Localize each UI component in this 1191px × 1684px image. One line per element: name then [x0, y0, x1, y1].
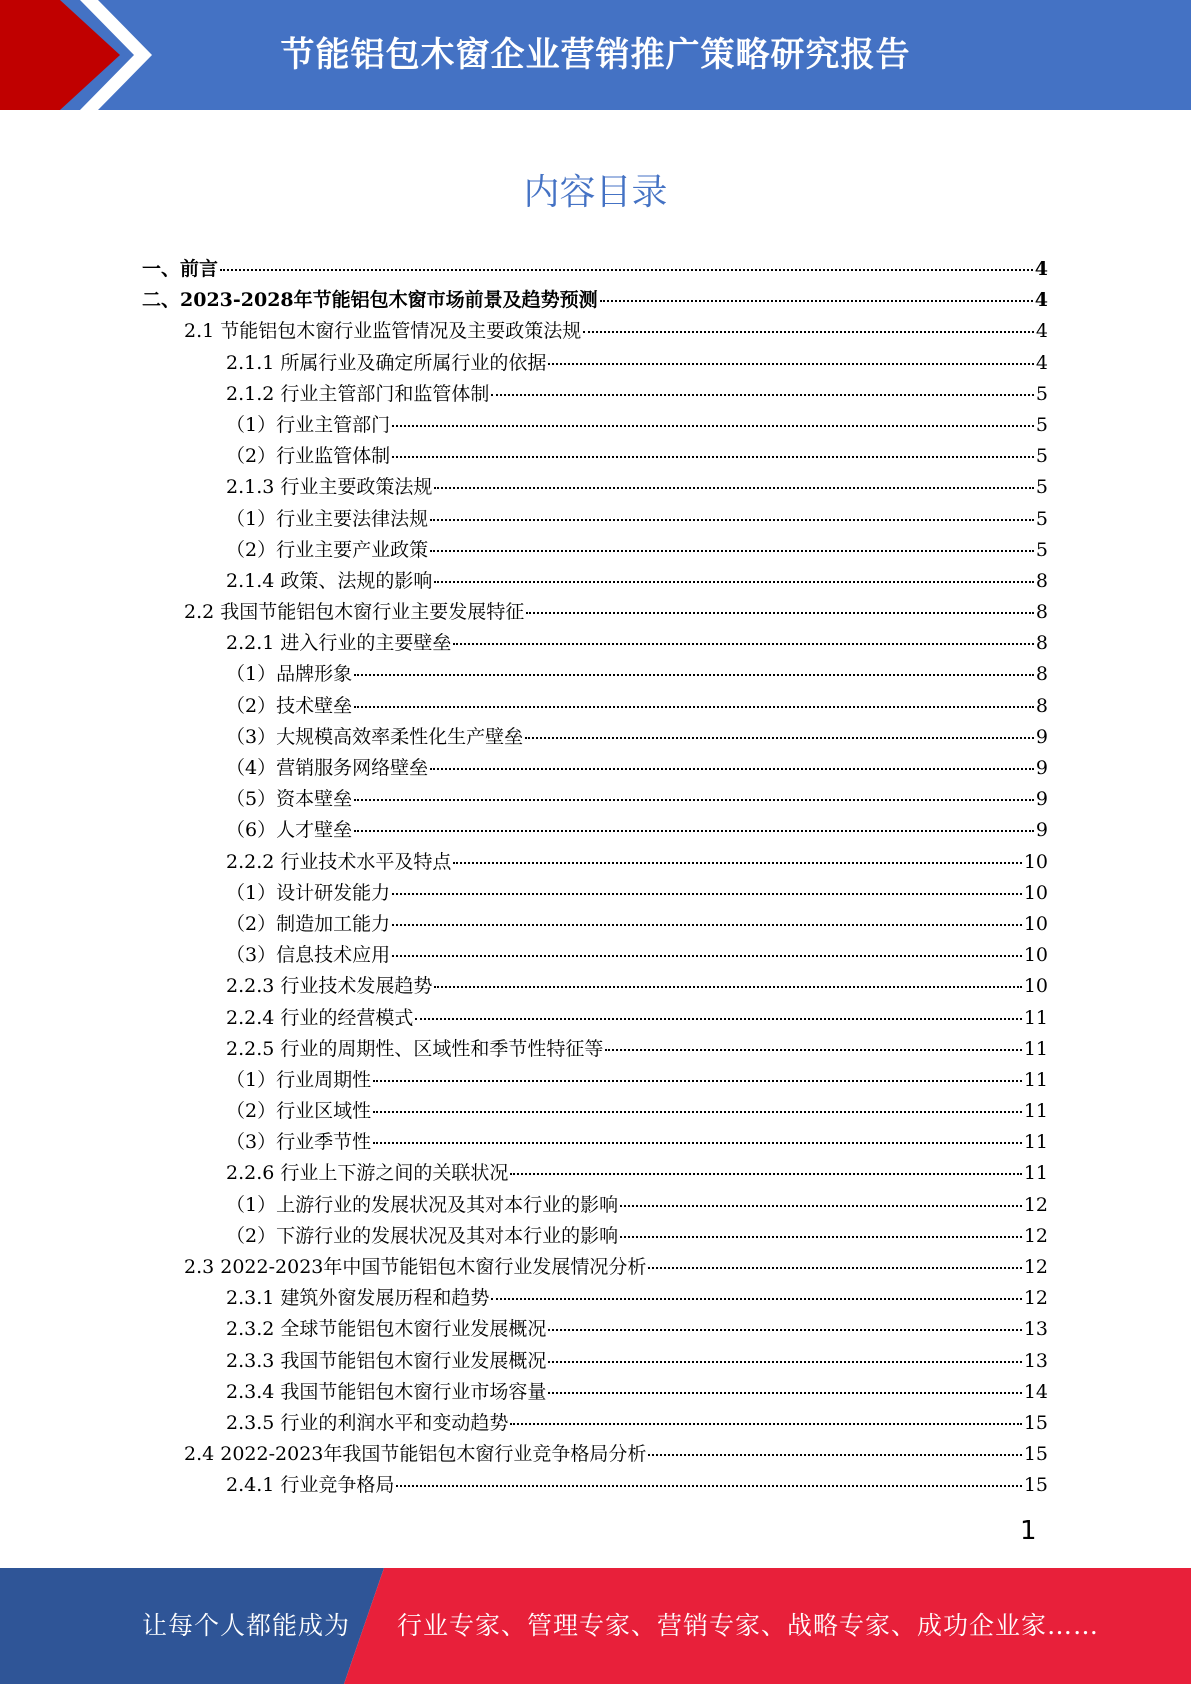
toc-entry-text: （3）行业季节性 — [226, 1131, 372, 1154]
toc-entry-text: 2.2.4 行业的经营模式 — [226, 1006, 414, 1029]
toc-entry-text: 2.2.2 行业技术水平及特点 — [226, 850, 452, 873]
toc-entry[interactable] — [142, 1408, 1048, 1439]
toc-entry[interactable] — [142, 566, 1048, 597]
toc-entry-page: 9 — [1035, 757, 1048, 779]
toc-entry[interactable] — [142, 971, 1048, 1002]
toc-entry[interactable] — [142, 1314, 1048, 1345]
toc-entry-page: 5 — [1035, 445, 1048, 468]
toc-entry-text: （5）资本壁垒 — [226, 788, 353, 811]
toc-entry-page: 9 — [1035, 725, 1048, 748]
toc-entry-text: （2）行业主要产业政策 — [226, 538, 429, 561]
toc-entry-page: 4 — [1035, 351, 1048, 374]
footer-slogan-right: 行业专家、管理专家、营销专家、战略专家、成功企业家…… — [397, 1611, 1100, 1640]
toc-entry-text: 2.3.1 建筑外窗发展历程和趋势 — [226, 1287, 490, 1310]
toc-entry-page: 5 — [1035, 507, 1048, 530]
toc-dot-leader — [373, 1111, 1022, 1113]
toc-entry-text: 2.2.6 行业上下游之间的关联状况 — [226, 1162, 509, 1185]
toc-entry-page: 12 — [1023, 1224, 1048, 1247]
toc-dot-leader — [415, 1018, 1021, 1020]
toc-entry-text: （4）营销服务网络壁垒 — [226, 757, 429, 779]
toc-dot-leader — [373, 1142, 1022, 1144]
toc-entry-text: 2.4.1 行业竞争格局 — [226, 1474, 395, 1497]
toc-entry[interactable] — [142, 847, 1048, 878]
toc-entry-text: 2.2.1 进入行业的主要壁垒 — [226, 632, 452, 655]
toc-entry[interactable] — [142, 472, 1048, 503]
toc-entry-text: （1）行业周期性 — [226, 1068, 372, 1091]
table-of-contents — [142, 254, 1048, 1502]
toc-dot-leader — [392, 893, 1022, 895]
toc-dot-leader — [548, 1361, 1021, 1363]
header-banner — [0, 0, 1191, 110]
toc-entry[interactable] — [142, 659, 1048, 690]
toc-entry-text: 2.3.5 行业的利润水平和变动趋势 — [226, 1411, 509, 1434]
toc-entry-page: 9 — [1035, 819, 1048, 842]
toc-entry-page: 5 — [1035, 538, 1048, 561]
toc-entry[interactable] — [142, 753, 1048, 784]
toc-entry-text: （3）大规模高效率柔性化生产壁垒 — [226, 725, 524, 748]
toc-entry-text: （1）设计研发能力 — [226, 881, 391, 904]
toc-entry[interactable] — [142, 878, 1048, 909]
toc-entry[interactable] — [142, 1003, 1048, 1034]
toc-entry-page: 11 — [1023, 1006, 1048, 1029]
toc-entry[interactable] — [142, 722, 1048, 753]
toc-entry-text: 2.1 节能铝包木窗行业监管情况及主要政策法规 — [184, 320, 582, 343]
toc-entry-text: （1）上游行业的发展状况及其对本行业的影响 — [226, 1193, 619, 1216]
toc-entry-page: 10 — [1023, 944, 1048, 967]
toc-dot-leader — [453, 862, 1021, 864]
toc-entry-page: 5 — [1035, 476, 1048, 499]
toc-dot-leader — [583, 331, 1034, 333]
toc-entry[interactable] — [142, 909, 1048, 940]
toc-entry[interactable] — [142, 1283, 1048, 1314]
toc-entry[interactable] — [142, 1252, 1048, 1283]
toc-entry[interactable] — [142, 1470, 1048, 1501]
toc-entry[interactable] — [142, 316, 1048, 347]
toc-entry-page: 5 — [1035, 413, 1048, 436]
toc-entry-page: 10 — [1023, 975, 1048, 998]
toc-entry-text: （6）人才壁垒 — [226, 819, 353, 842]
toc-dot-leader — [392, 924, 1022, 926]
toc-entry-page: 11 — [1023, 1131, 1048, 1154]
toc-entry[interactable] — [142, 254, 1048, 285]
toc-dot-leader — [354, 799, 1034, 801]
toc-dot-leader — [434, 487, 1034, 489]
toc-entry-text: （1）品牌形象 — [226, 663, 353, 686]
toc-entry[interactable] — [142, 379, 1048, 410]
toc-dot-leader — [548, 1392, 1021, 1394]
toc-dot-leader — [430, 768, 1034, 770]
toc-heading: 内容目录 — [523, 172, 668, 213]
toc-entry-text: 一、前言 — [142, 258, 219, 280]
toc-dot-leader — [373, 1080, 1022, 1082]
toc-entry[interactable] — [142, 1034, 1048, 1065]
toc-entry-page: 15 — [1023, 1443, 1048, 1466]
toc-dot-leader — [491, 1298, 1021, 1300]
toc-entry[interactable] — [142, 691, 1048, 722]
toc-entry-text: 2.3.4 我国节能铝包木窗行业市场容量 — [226, 1380, 547, 1403]
toc-dot-leader — [620, 1236, 1022, 1238]
toc-entry-page: 12 — [1023, 1287, 1048, 1310]
toc-entry-page: 8 — [1035, 694, 1048, 717]
toc-dot-leader — [525, 737, 1034, 739]
toc-entry[interactable] — [142, 410, 1048, 441]
toc-entry-page: 4 — [1035, 320, 1048, 343]
toc-entry-page: 8 — [1035, 569, 1048, 592]
toc-entry-page: 12 — [1023, 1256, 1048, 1278]
toc-entry-text: 2.1.3 行业主要政策法规 — [226, 476, 433, 499]
toc-entry-text: 2.1.2 行业主管部门和监管体制 — [226, 382, 490, 405]
toc-dot-leader — [354, 706, 1034, 708]
toc-dot-leader — [392, 456, 1034, 458]
toc-dot-leader — [220, 269, 1033, 271]
toc-entry-page: 13 — [1023, 1349, 1048, 1372]
toc-entry-text: （2）行业区域性 — [226, 1100, 372, 1123]
toc-entry-page: 11 — [1023, 1037, 1048, 1060]
toc-entry-text: 2.1.1 所属行业及确定所属行业的依据 — [226, 351, 547, 374]
toc-entry[interactable] — [142, 940, 1048, 971]
toc-entry-text: 2.2.3 行业技术发展趋势 — [226, 975, 433, 998]
toc-entry-page: 15 — [1023, 1411, 1048, 1434]
footer-banner — [0, 1568, 1191, 1684]
toc-entry-page: 10 — [1023, 850, 1048, 873]
toc-entry[interactable] — [142, 815, 1048, 846]
toc-entry-page: 8 — [1035, 663, 1048, 686]
toc-entry-text: （2）制造加工能力 — [226, 912, 391, 935]
toc-entry[interactable] — [142, 285, 1048, 316]
toc-entry-text: 2.2 我国节能铝包木窗行业主要发展特征 — [184, 601, 525, 624]
toc-entry-page: 9 — [1035, 788, 1048, 811]
toc-entry-text: （3）信息技术应用 — [226, 944, 391, 967]
toc-entry-page: 12 — [1023, 1193, 1048, 1216]
toc-entry-page: 8 — [1035, 632, 1048, 655]
toc-entry-text: （2）技术壁垒 — [226, 694, 353, 717]
toc-entry[interactable] — [142, 1127, 1048, 1158]
toc-entry-page: 11 — [1023, 1100, 1048, 1123]
toc-entry-text: （2）行业监管体制 — [226, 445, 391, 468]
toc-entry-page: 13 — [1023, 1318, 1048, 1341]
toc-entry[interactable] — [142, 504, 1048, 535]
toc-dot-leader — [354, 830, 1034, 832]
toc-entry-text: 2.2.5 行业的周期性、区域性和季节性特征等 — [226, 1037, 604, 1060]
toc-dot-leader — [648, 1267, 1021, 1269]
toc-dot-leader — [434, 986, 1021, 988]
toc-dot-leader — [605, 1049, 1021, 1051]
footer-slogan-left: 让每个人都能成为 — [142, 1611, 351, 1640]
toc-dot-leader — [648, 1454, 1021, 1456]
toc-entry[interactable] — [142, 1096, 1048, 1127]
toc-entry-page: 15 — [1023, 1474, 1048, 1497]
toc-dot-leader — [526, 612, 1034, 614]
toc-entry[interactable] — [142, 784, 1048, 815]
toc-entry-page: 4 — [1034, 258, 1048, 280]
toc-entry-page: 5 — [1035, 382, 1048, 405]
toc-entry[interactable] — [142, 535, 1048, 566]
toc-entry-text: 2.3 2022-2023年中国节能铝包木窗行业发展情况分析 — [184, 1256, 647, 1278]
toc-entry[interactable] — [142, 441, 1048, 472]
toc-entry[interactable] — [142, 628, 1048, 659]
toc-dot-leader — [491, 394, 1034, 396]
toc-entry-text: 2.3.3 我国节能铝包木窗行业发展概况 — [226, 1349, 547, 1372]
toc-entry-page: 4 — [1034, 289, 1048, 312]
toc-entry[interactable] — [142, 1439, 1048, 1470]
toc-entry[interactable] — [142, 1065, 1048, 1096]
report-title: 节能铝包木窗企业营销推广策略研究报告 — [280, 35, 911, 75]
toc-entry-page: 11 — [1023, 1162, 1048, 1185]
toc-entry[interactable] — [142, 1377, 1048, 1408]
toc-dot-leader — [392, 955, 1022, 957]
toc-entry[interactable] — [142, 1346, 1048, 1377]
toc-entry-text: 2.4 2022-2023年我国节能铝包木窗行业竞争格局分析 — [184, 1443, 647, 1466]
toc-entry-page: 10 — [1023, 881, 1048, 904]
toc-entry-page: 14 — [1023, 1380, 1048, 1403]
toc-entry-page: 8 — [1035, 601, 1048, 624]
toc-dot-leader — [434, 581, 1034, 583]
toc-dot-leader — [510, 1423, 1021, 1425]
toc-entry-text: 二、2023-2028年节能铝包木窗市场前景及趋势预测 — [142, 289, 598, 312]
toc-entry-page: 11 — [1023, 1068, 1048, 1091]
toc-dot-leader — [510, 1173, 1021, 1175]
toc-dot-leader — [430, 519, 1034, 521]
toc-entry-text: （2）下游行业的发展状况及其对本行业的影响 — [226, 1224, 619, 1247]
toc-entry-page: 10 — [1023, 912, 1048, 935]
toc-dot-leader — [354, 674, 1034, 676]
toc-dot-leader — [430, 550, 1034, 552]
toc-entry[interactable] — [142, 348, 1048, 379]
toc-entry[interactable] — [142, 1158, 1048, 1189]
toc-dot-leader — [548, 1329, 1021, 1331]
toc-entry[interactable] — [142, 597, 1048, 628]
toc-entry[interactable] — [142, 1221, 1048, 1252]
toc-entry-text: （1）行业主要法律法规 — [226, 507, 429, 530]
toc-entry-text: 2.1.4 政策、法规的影响 — [226, 569, 433, 592]
toc-dot-leader — [392, 425, 1034, 427]
toc-dot-leader — [548, 363, 1034, 365]
page-number: 1 — [1020, 1516, 1037, 1546]
toc-dot-leader — [600, 300, 1033, 302]
toc-dot-leader — [396, 1485, 1021, 1487]
toc-entry-text: （1）行业主管部门 — [226, 413, 391, 436]
toc-entry-text: 2.3.2 全球节能铝包木窗行业发展概况 — [226, 1318, 547, 1341]
toc-dot-leader — [453, 643, 1034, 645]
toc-entry[interactable] — [142, 1190, 1048, 1221]
toc-dot-leader — [620, 1205, 1022, 1207]
